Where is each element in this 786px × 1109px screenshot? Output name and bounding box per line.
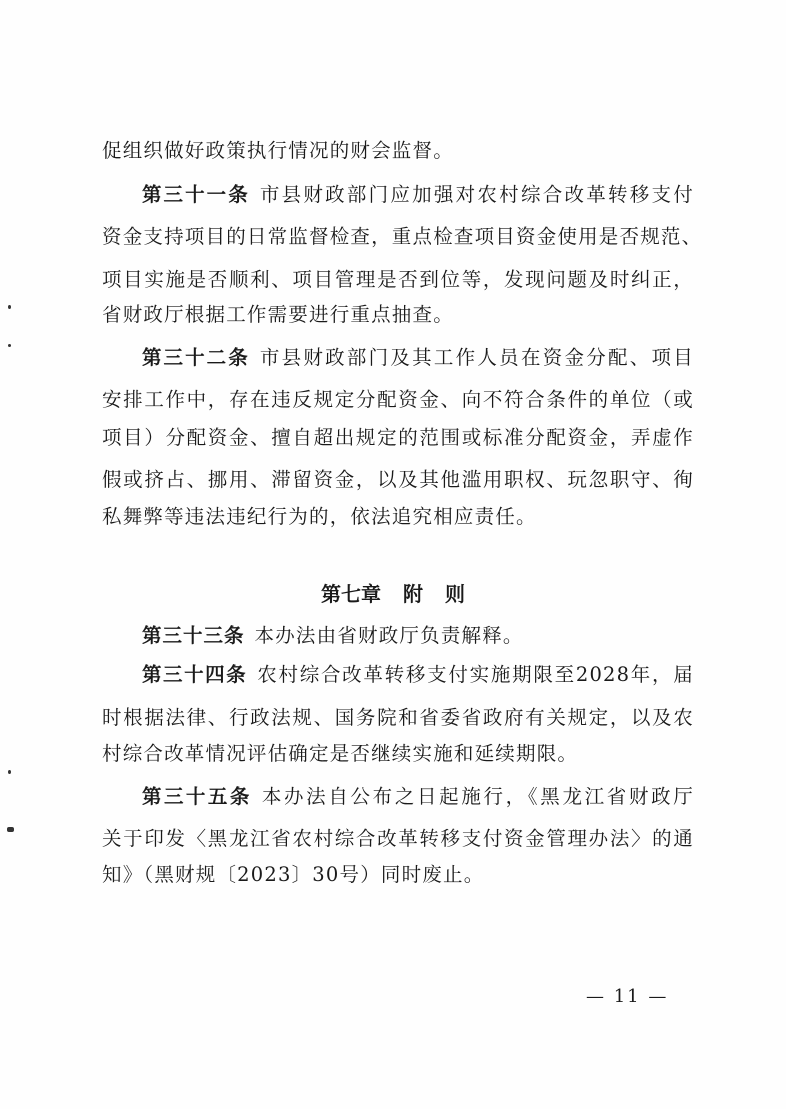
article-heading: 第三十一条 [142,183,250,206]
article-31-line [142,183,694,207]
paragraph-line: 私舞弊等违法违纪行为的，依法追究相应责任。 [102,505,537,528]
article-text: 市县财政部门及其工作人员在资金分配、项目 [259,346,694,369]
article-heading: 第三十五条 [142,785,252,808]
article-text: 本办法自公布之日起施行，《黑龙江省财政厅 [261,785,694,808]
paragraph-line: 村综合改革情况评估确定是否继续实施和延续期限。 [102,742,579,765]
chapter-title-char: 则 [445,582,465,606]
article-34-line [142,663,694,687]
article-text: 农村综合改革转移支付实施期限至2028年，届 [257,663,694,686]
paragraph-line: 假或挤占、挪用、滞留资金，以及其他滥用职权、玩忽职守、徇 [102,468,694,491]
scan-speck [8,344,11,347]
scan-speck [8,770,11,774]
chapter-heading [0,582,786,606]
paragraph-line: 促组织做好政策执行情况的财会监督。 [102,139,454,162]
chapter-number: 第七章 [321,582,381,606]
paragraph-line: 时根据法律、行政法规、国务院和省委省政府有关规定，以及农 [102,706,694,729]
scan-speck [8,305,11,309]
article-text: 本办法由省财政厅负责解释。 [254,624,524,647]
paragraph-line: 资金支持项目的日常监督检查，重点检查项目资金使用是否规范、 [102,225,703,248]
chapter-title-char: 附 [403,582,423,606]
page-number: — 11 — [586,986,669,1007]
paragraph-line: 知》（黑财规〔2023〕30号）同时废止。 [102,863,485,886]
article-heading: 第三十四条 [142,663,248,686]
paragraph-line: 项目）分配资金、擅自超出规定的范围或标准分配资金，弄虚作 [102,426,694,449]
paragraph-line: 安排工作中，存在违反规定分配资金、向不符合条件的单位（或 [102,388,694,411]
article-35-line [142,785,694,809]
article-heading: 第三十二条 [142,346,250,369]
scan-speck [7,827,14,832]
paragraph-line: 项目实施是否顺利、项目管理是否到位等，发现问题及时纠正， [102,268,694,291]
article-32-line [142,346,694,370]
article-text: 市县财政部门应加强对农村综合改革转移支付 [259,183,694,206]
article-heading: 第三十三条 [142,624,245,647]
paragraph-line: 关于印发〈黑龙江省农村综合改革转移支付资金管理办法〉的通 [102,827,694,850]
paragraph-line: 省财政厅根据工作需要进行重点抽查。 [102,303,454,326]
article-33-line [142,624,694,648]
